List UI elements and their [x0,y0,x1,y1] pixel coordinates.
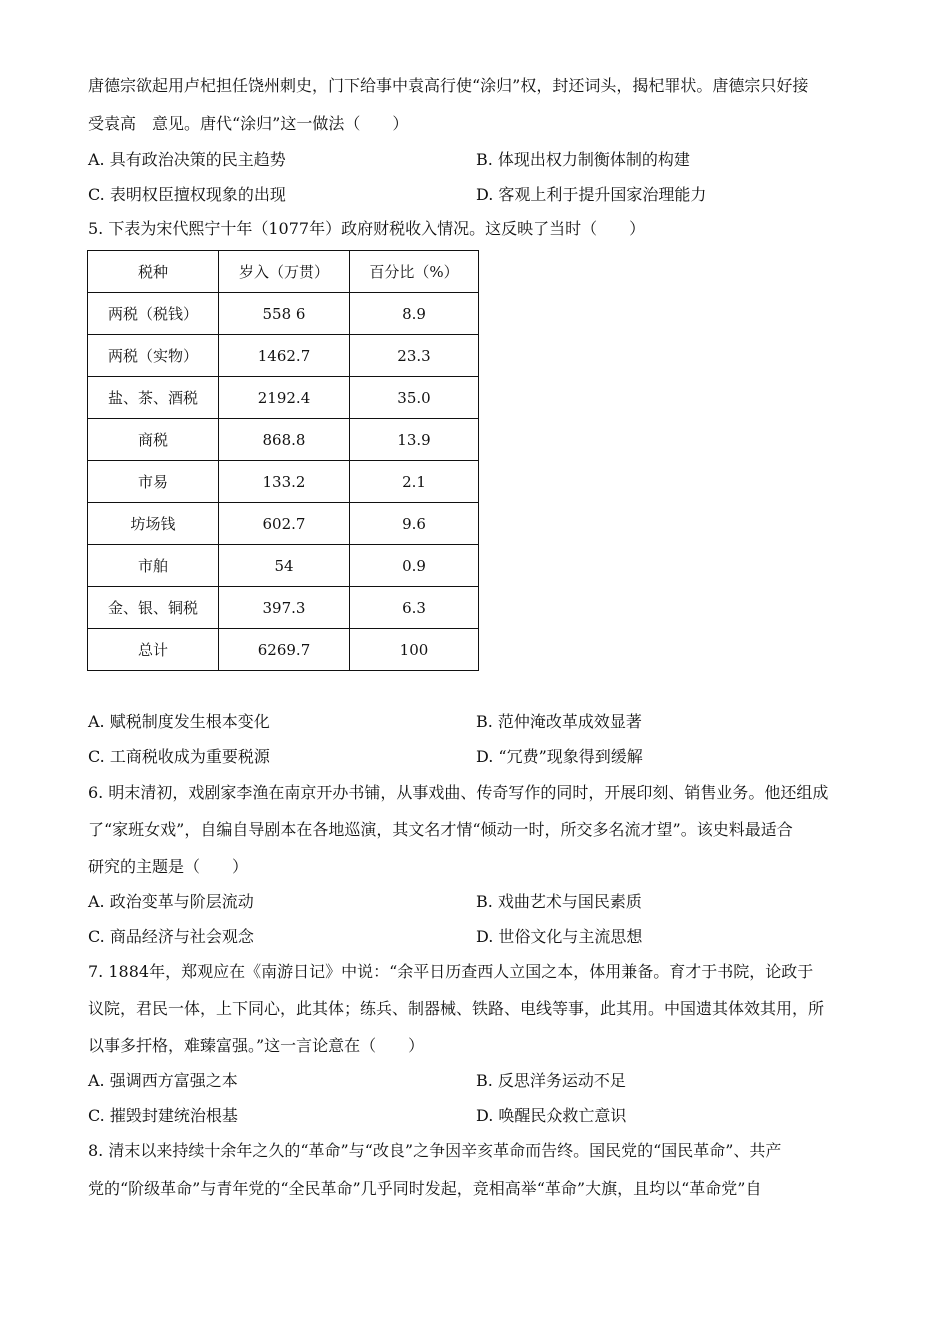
tax-revenue-table [87,250,479,671]
q6-stem-line-3: 研究的主题是（ ） [88,857,249,876]
cell-percent: 2.1 [350,461,479,503]
q6-option-d: D. 世俗文化与主流思想 [476,927,643,946]
table-row [88,335,479,377]
q4-stem-line-1: 唐德宗欲起用卢杞担任饶州刺史，门下给事中袁高行使“涂归”权，封还词头，揭杞罪状。唐德宗只好接 [88,76,809,95]
q5-option-d: D. “冗费”现象得到缓解 [476,747,643,766]
q7-option-c: C. 摧毁封建统治根基 [88,1106,238,1125]
cell-revenue: 1462.7 [219,335,350,377]
q6-option-a: A. 政治变革与阶层流动 [88,892,254,911]
table-header-row [88,251,479,293]
cell-percent: 9.6 [350,503,479,545]
cell-revenue: 54 [219,545,350,587]
q7-option-a: A. 强调西方富强之本 [88,1071,238,1090]
cell-revenue: 868.8 [219,419,350,461]
cell-revenue: 397.3 [219,587,350,629]
header-tax-type: 税种 [88,251,219,293]
cell-percent: 8.9 [350,293,479,335]
q7-stem-line-2: 议院，君民一体，上下同心，此其体；练兵、制器械、铁路、电线等事，此其用。中国遗其体效其用，所 [88,999,825,1018]
table-row [88,293,479,335]
cell-percent: 13.9 [350,419,479,461]
cell-tax-type: 商税 [88,419,219,461]
cell-percent: 35.0 [350,377,479,419]
cell-revenue: 6269.7 [219,629,350,671]
q4-option-d: D. 客观上利于提升国家治理能力 [476,185,707,204]
table-row [88,503,479,545]
header-annual-revenue: 岁入（万贯） [219,251,350,293]
q5-option-b: B. 范仲淹改革成效显著 [476,712,642,731]
cell-revenue: 133.2 [219,461,350,503]
q6-option-c: C. 商品经济与社会观念 [88,927,254,946]
table-row [88,587,479,629]
cell-revenue: 602.7 [219,503,350,545]
cell-revenue: 558 6 [219,293,350,335]
q4-option-a: A. 具有政治决策的民主趋势 [88,150,286,169]
cell-percent: 100 [350,629,479,671]
q7-option-b: B. 反思洋务运动不足 [476,1071,626,1090]
cell-tax-type: 市易 [88,461,219,503]
cell-tax-type: 市舶 [88,545,219,587]
cell-tax-type: 金、银、铜税 [88,587,219,629]
q4-option-c: C. 表明权臣擅权现象的出现 [88,185,286,204]
q5-option-a: A. 赋税制度发生根本变化 [88,712,270,731]
q6-option-b: B. 戏曲艺术与国民素质 [476,892,642,911]
cell-tax-type: 坊场钱 [88,503,219,545]
q5-stem: 5. 下表为宋代熙宁十年（1077年）政府财税收入情况。这反映了当时（ ） [88,219,646,238]
header-percentage: 百分比（%） [350,251,479,293]
table-row-total [88,629,479,671]
table-row [88,545,479,587]
q7-stem-line-3: 以事多扞格，难臻富强。”这一言论意在（ ） [88,1036,425,1055]
q4-stem-line-2: 受袁高 意见。唐代“涂归”这一做法（ ） [88,114,409,133]
cell-percent: 23.3 [350,335,479,377]
cell-tax-type: 总计 [88,629,219,671]
q7-option-d: D. 唤醒民众救亡意识 [476,1106,627,1125]
q8-stem-line-1: 8. 清末以来持续十余年之久的“革命”与“改良”之争因辛亥革命而告终。国民党的“国民革命”、共产 [88,1141,782,1160]
q7-stem-line-1: 7. 1884年，郑观应在《南游日记》中说：“余平日历查西人立国之本，体用兼备。育才于书院，论政于 [88,962,814,981]
table-row [88,377,479,419]
q6-stem-line-1: 6. 明末清初，戏剧家李渔在南京开办书铺，从事戏曲、传奇写作的同时，开展印刻、销售业务。他还组成 [88,783,829,802]
cell-tax-type: 两税（实物） [88,335,219,377]
cell-percent: 6.3 [350,587,479,629]
table-row [88,419,479,461]
cell-tax-type: 盐、茶、酒税 [88,377,219,419]
table-row [88,461,479,503]
cell-tax-type: 两税（税钱） [88,293,219,335]
q4-option-b: B. 体现出权力制衡体制的构建 [476,150,690,169]
q5-option-c: C. 工商税收成为重要税源 [88,747,270,766]
q6-stem-line-2: 了“家班女戏”，自编自导剧本在各地巡演，其文名才情“倾动一时，所交多名流才望”。该史料最适合 [88,820,793,839]
cell-revenue: 2192.4 [219,377,350,419]
cell-percent: 0.9 [350,545,479,587]
q8-stem-line-2: 党的“阶级革命”与青年党的“全民革命”几乎同时发起，竞相高举“革命”大旗，且均以“革命党”自 [88,1179,762,1198]
